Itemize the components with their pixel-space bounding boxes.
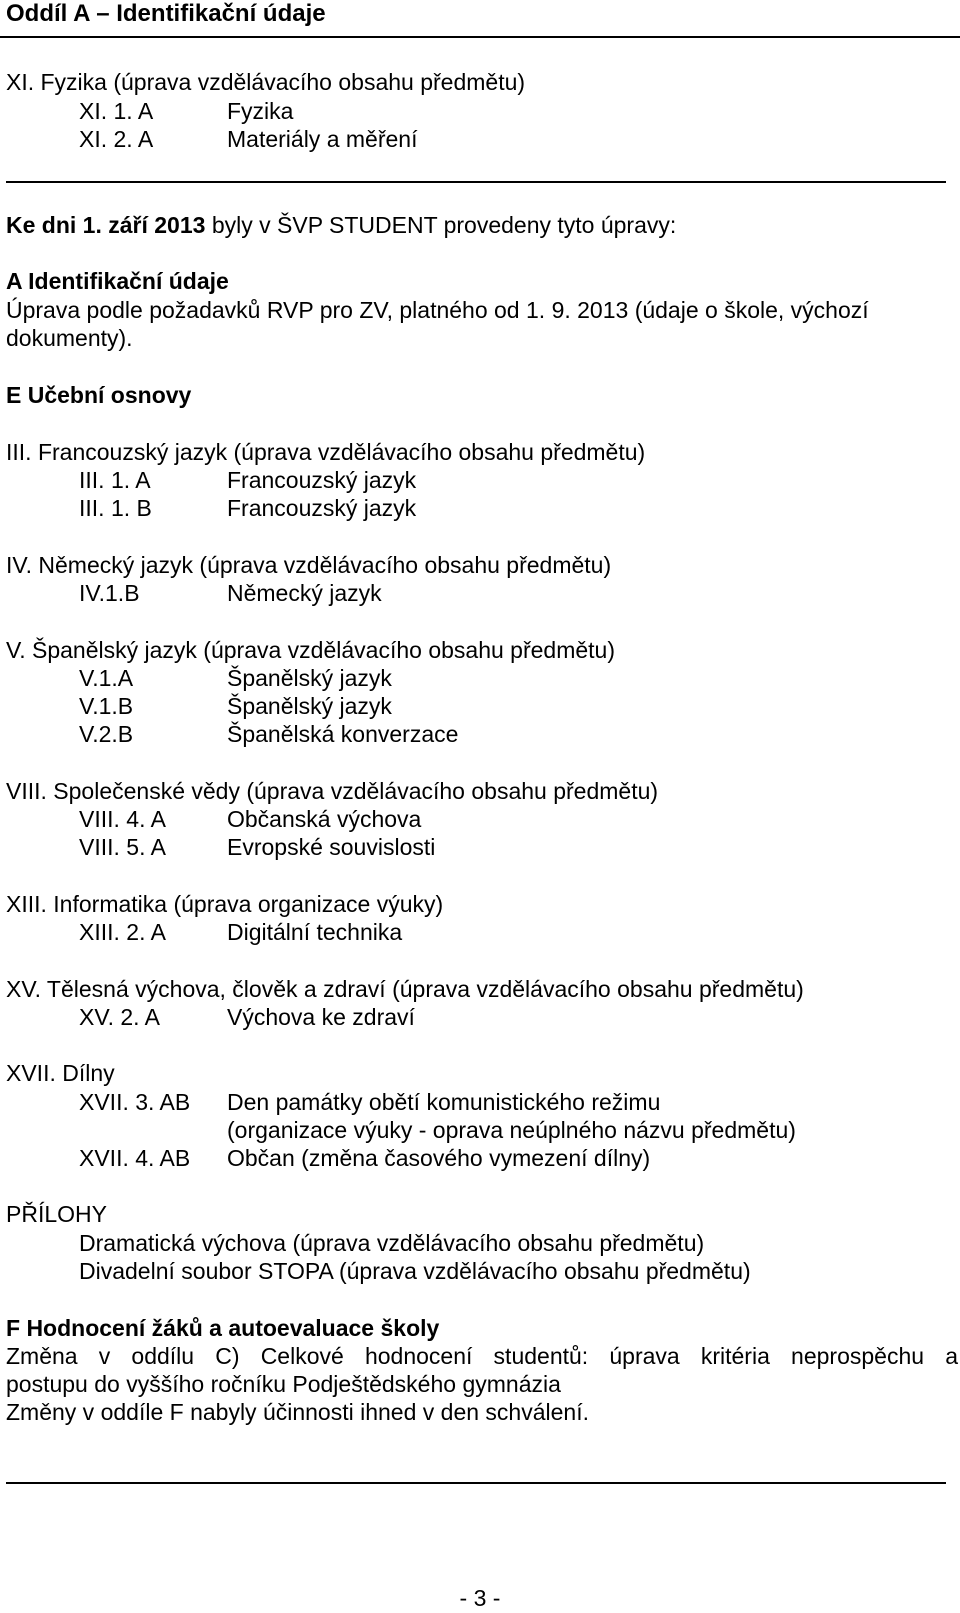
xi-heading: XI. Fyzika (úprava vzdělávacího obsahu předmětu) [6, 69, 526, 95]
iii-heading: III. Francouzský jazyk (úprava vzdělávacího obsahu předmětu) [6, 439, 646, 465]
xi-item-2-name: Materiály a měření [227, 126, 418, 152]
iii-item-2-name: Francouzský jazyk [227, 495, 417, 521]
intro-line [6, 211, 676, 240]
v-heading: V. Španělský jazyk (úprava vzdělávacího obsahu předmětu) [6, 637, 615, 663]
intro-date: 1. září 2013 [82, 212, 206, 238]
iv-item-1-name: Německý jazyk [227, 580, 382, 606]
viii-item-2-code: VIII. 5. A [79, 834, 166, 860]
xvii-item-1-note: (organizace výuky - oprava neúplného názvu předmětu) [227, 1117, 796, 1143]
separator-top [6, 181, 946, 183]
iii-item-1-code: III. 1. A [79, 467, 151, 493]
xv-item-1-code: XV. 2. A [79, 1004, 160, 1030]
iv-item-1-code: IV.1.B [79, 580, 140, 606]
v-item-3-code: V.2.B [79, 721, 134, 747]
v-item-3-name: Španělská konverzace [227, 721, 459, 747]
page-header [0, 0, 960, 38]
section-f-heading: F Hodnocení žáků a autoevaluace školy [6, 1315, 440, 1341]
xvii-heading: XVII. Dílny [6, 1060, 115, 1086]
xi-item-1-name: Fyzika [227, 98, 294, 124]
xvii-item-2-code: XVII. 4. AB [79, 1145, 191, 1171]
viii-heading: VIII. Společenské vědy (úprava vzdělávacího obsahu předmětu) [6, 778, 659, 804]
section-f-line-1: Změna v oddílu C) Celkové hodnocení studentů: úprava kritéria neprospěchu a [6, 1343, 958, 1369]
xi-item-2-code: XI. 2. A [79, 126, 154, 152]
intro-suffix: byly v ŠVP STUDENT provedeny tyto úpravy: [205, 212, 677, 238]
xv-item-1-name: Výchova ke zdraví [227, 1004, 415, 1030]
iii-item-2-code: III. 1. B [79, 495, 152, 521]
viii-item-1-code: VIII. 4. A [79, 806, 166, 832]
viii-item-1-name: Občanská výchova [227, 806, 422, 832]
prilohy-item-1: Dramatická výchova (úprava vzdělávacího obsahu předmětu) [79, 1230, 705, 1256]
v-item-2-name: Španělský jazyk [227, 693, 392, 719]
page-number: - 3 - [459, 1585, 501, 1611]
xiii-heading: XIII. Informatika (úprava organizace výuky) [6, 891, 444, 917]
xvii-item-1-name: Den památky obětí komunistického režimu [227, 1089, 661, 1115]
v-item-2-code: V.1.B [79, 693, 134, 719]
section-a-line-1: Úprava podle požadavků RVP pro ZV, platného od 1. 9. 2013 (údaje o škole, výchozí [6, 297, 869, 323]
prilohy-item-2: Divadelní soubor STOPA (úprava vzdělávacího obsahu předmětu) [79, 1258, 751, 1284]
section-f-line-2: postupu do vyššího ročníku Podještědského gymnázia [6, 1371, 561, 1397]
xiii-item-1-name: Digitální technika [227, 919, 403, 945]
prilohy-heading: PŘÍLOHY [6, 1201, 107, 1227]
section-a-heading: A Identifikační údaje [6, 268, 229, 294]
viii-item-2-name: Evropské souvislosti [227, 834, 436, 860]
intro-prefix: Ke dni [6, 212, 83, 238]
xiii-item-1-code: XIII. 2. A [79, 919, 166, 945]
xvii-item-2-name: Občan (změna časového vymezení dílny) [227, 1145, 651, 1171]
section-e-heading: E Učební osnovy [6, 382, 192, 408]
section-f-line-3: Změny v oddíle F nabyly účinnosti ihned v den schválení. [6, 1399, 589, 1425]
section-a-line-2: dokumenty). [6, 325, 133, 351]
xi-item-1-code: XI. 1. A [79, 98, 154, 124]
xvii-item-1-code: XVII. 3. AB [79, 1089, 191, 1115]
header-title: Oddíl A – Identifikační údaje [6, 0, 326, 27]
separator-bottom [6, 1482, 946, 1484]
v-item-1-name: Španělský jazyk [227, 665, 392, 691]
iii-item-1-name: Francouzský jazyk [227, 467, 417, 493]
v-item-1-code: V.1.A [79, 665, 134, 691]
xv-heading: XV. Tělesná výchova, člověk a zdraví (úprava vzdělávacího obsahu předmětu) [6, 976, 804, 1002]
iv-heading: IV. Německý jazyk (úprava vzdělávacího obsahu předmětu) [6, 552, 612, 578]
